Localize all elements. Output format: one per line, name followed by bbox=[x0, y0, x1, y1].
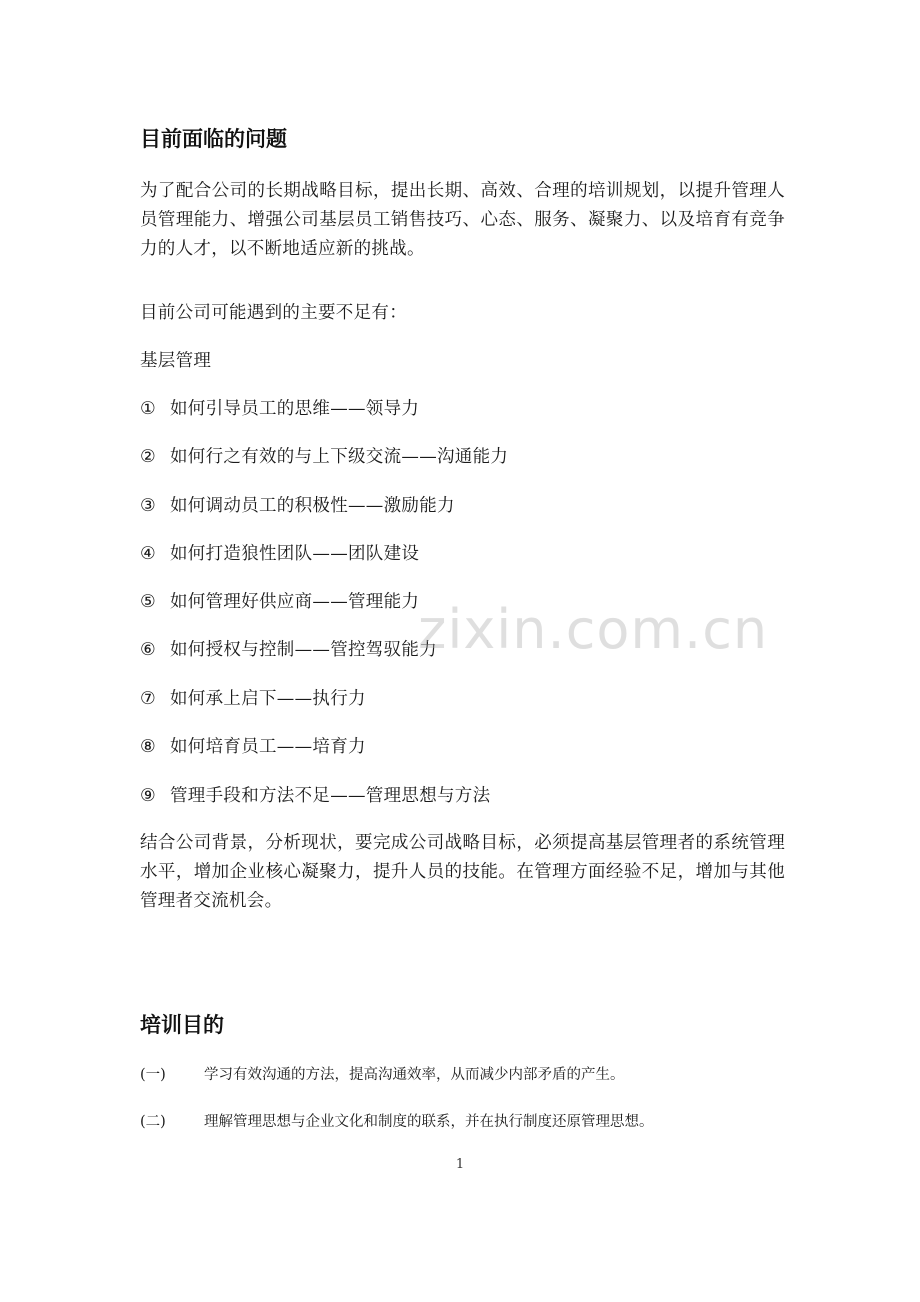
list-item-text: 如何引导员工的思维——领导力 bbox=[170, 399, 420, 419]
list-item bbox=[140, 638, 437, 662]
list-item-number: ⑤ bbox=[140, 592, 156, 612]
list-item-number: ④ bbox=[140, 544, 156, 564]
goal-number: (二) bbox=[140, 1114, 166, 1130]
list-item-number: ③ bbox=[140, 496, 156, 516]
watermark: zixin.com.cn bbox=[418, 598, 769, 661]
list-item bbox=[140, 494, 455, 518]
list-item bbox=[140, 397, 419, 421]
list-item-number: ② bbox=[140, 447, 156, 467]
section-title-problems: 目前面临的问题 bbox=[140, 127, 287, 151]
list-item-text: 如何管理好供应商——管理能力 bbox=[170, 592, 420, 612]
list-item bbox=[140, 542, 419, 566]
list-item-text: 管理手段和方法不足——管理思想与方法 bbox=[170, 786, 491, 806]
list-item-text: 如何调动员工的积极性——激励能力 bbox=[170, 496, 455, 516]
list-item bbox=[140, 784, 490, 808]
goal-text: 学习有效沟通的方法，提高沟通效率，从而减少内部矛盾的产生。 bbox=[204, 1067, 625, 1083]
page-number: 1 bbox=[455, 1157, 465, 1172]
lead-sentence: 目前公司可能遇到的主要不足有： bbox=[140, 303, 407, 323]
goal-item bbox=[140, 1064, 625, 1086]
list-item-text: 如何授权与控制——管控驾驭能力 bbox=[170, 640, 437, 660]
list-item-number: ① bbox=[140, 399, 156, 419]
goal-text: 理解管理思想与企业文化和制度的联系，并在执行制度还原管理思想。 bbox=[204, 1114, 654, 1130]
list-item bbox=[140, 590, 419, 614]
list-item-text: 如何培育员工——培育力 bbox=[170, 737, 366, 757]
goal-item bbox=[140, 1111, 654, 1133]
list-item-number: ⑨ bbox=[140, 786, 156, 806]
list-item-number: ⑥ bbox=[140, 640, 156, 660]
list-item-number: ⑦ bbox=[140, 689, 156, 709]
section-title-goals: 培训目的 bbox=[140, 1013, 224, 1037]
group-label: 基层管理 bbox=[140, 351, 212, 371]
list-item bbox=[140, 687, 366, 711]
list-item-number: ⑧ bbox=[140, 737, 156, 757]
list-item-text: 如何打造狼性团队——团队建设 bbox=[170, 544, 420, 564]
list-item bbox=[140, 735, 366, 759]
intro-paragraph: 为了配合公司的长期战略目标，提出长期、高效、合理的培训规划，以提升管理人员管理能力、增强公司基层员工销售技巧、心态、服务、凝聚力、以及培育有竞争力的人才，以不断地适应新的挑战。 bbox=[140, 181, 785, 259]
conclusion-paragraph: 结合公司背景，分析现状，要完成公司战略目标，必须提高基层管理者的系统管理水平，增加企业核心凝聚力，提升人员的技能。在管理方面经验不足，增加与其他管理者交流机会。 bbox=[140, 833, 785, 911]
list-item-text: 如何承上启下——执行力 bbox=[170, 689, 366, 709]
goal-number: (一) bbox=[140, 1067, 166, 1083]
list-item-text: 如何行之有效的与上下级交流——沟通能力 bbox=[170, 447, 509, 467]
list-item bbox=[140, 445, 508, 469]
